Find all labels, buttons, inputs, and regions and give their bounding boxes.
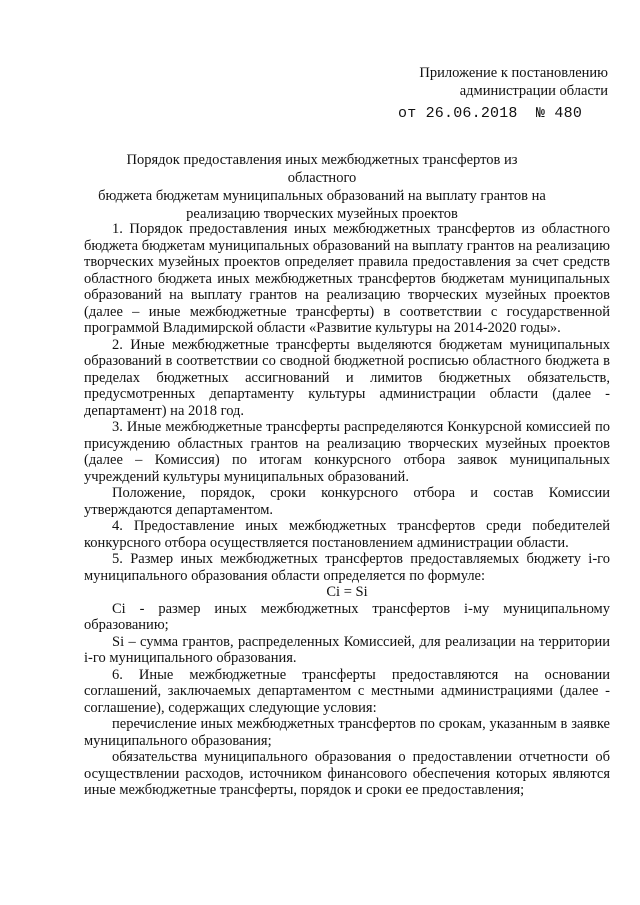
paragraph-4: 4. Предоставление иных межбюджетных трансфертов среди победителей конкурсного отбора осуществляется постановлением администрации области. xyxy=(84,518,610,551)
formula-definition-si: Si – сумма грантов, распределенных Комиссией, для реализации на территории i-го муниципального образования. xyxy=(84,633,610,666)
title-line-3: реализацию творческих музейных проектов xyxy=(186,206,458,222)
condition-1: перечисление иных межбюджетных трансфертов по срокам, указанным в заявке муниципального образования; xyxy=(84,716,610,749)
paragraph-6: 6. Иные межбюджетные трансферты предоставляются на основании соглашений, заключаемых департаментом с местными администрациями (далее - соглашение), содержащих следующие условия: xyxy=(84,666,610,716)
appendix-line-1: Приложение к постановлению xyxy=(419,65,608,81)
paragraph-3-note: Положение, порядок, сроки конкурсного отбора и состав Комиссии утверждаются департаментом. xyxy=(84,485,610,518)
document-body xyxy=(84,221,610,799)
paragraph-5: 5. Размер иных межбюджетных трансфертов предоставляемых бюджету i-го муниципального образования области определяется по формуле: xyxy=(84,551,610,584)
decree-date-number: от 26.06.2018 № 480 xyxy=(398,105,583,122)
formula-definition-ci: Ci - размер иных межбюджетных трансфертов i-му муниципальному образованию; xyxy=(84,600,610,633)
paragraph-1: 1. Порядок предоставления иных межбюджетных трансфертов из областного бюджета бюджетам муниципальных образований на выплату грантов на реализацию творческих музейных проектов определяет правила предоставления за счет средств областного бюджета иных межбюджетных трансфертов бюджетам муниципальных образований на выплату грантов на реализацию творческих музейных проектов (далее – иные межбюджетные трансферты) в соответствии с государственной программой Владимирской области «Развитие культуры на 2014-2020 годы». xyxy=(84,221,610,336)
condition-2: обязательства муниципального образования о предоставлении отчетности об осуществлении расходов, источником финансового обеспечения которых являются иные межбюджетные трансферты, порядок и сроки ее предоставления; xyxy=(84,749,610,798)
formula: Ci = Si xyxy=(326,584,368,600)
title-line-1: Порядок предоставления иных межбюджетных трансфертов из областного xyxy=(126,152,518,186)
document-title xyxy=(92,151,552,223)
appendix-header xyxy=(360,64,608,100)
paragraph-2: 2. Иные межбюджетные трансферты выделяются бюджетам муниципальных образований в соответствии со сводной бюджетной росписью областного бюджета в пределах бюджетных ассигнований и лимитов бюджетных обязательств, предусмотренных департаменту культуры администрации области (далее - департамент) на 2018 год. xyxy=(84,336,610,419)
title-line-2: бюджета бюджетам муниципальных образований на выплату грантов на xyxy=(98,188,546,204)
appendix-line-2: администрации области xyxy=(459,83,608,99)
paragraph-3: 3. Иные межбюджетные трансферты распределяются Конкурсной комиссией по присуждению областных грантов на реализацию творческих музейных проектов (далее – Комиссия) по итогам конкурсного отбора заявок муниципальных учреждений культуры муниципальных образований. xyxy=(84,419,610,485)
